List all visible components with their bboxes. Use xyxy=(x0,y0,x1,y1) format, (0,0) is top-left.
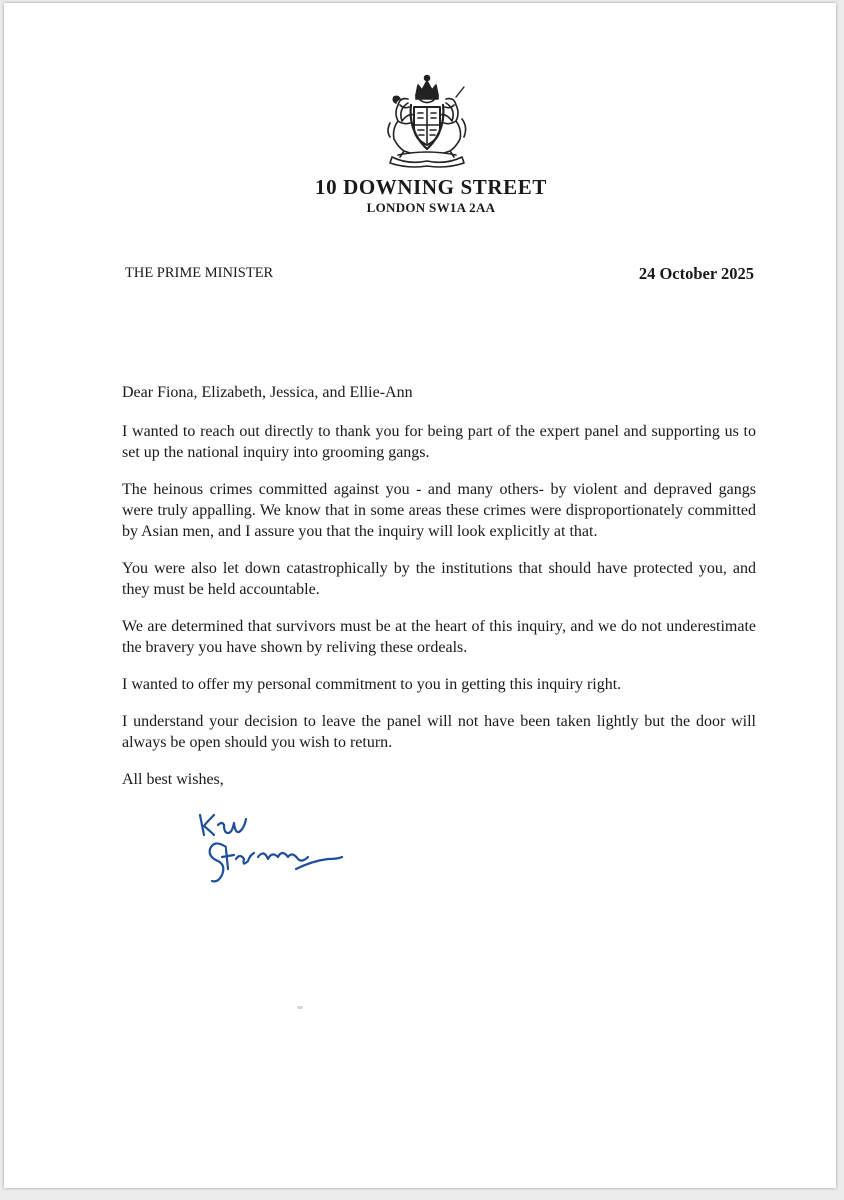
letterhead-address: 10 DOWNING STREET xyxy=(315,175,547,199)
letterhead-postcode: LONDON SW1A 2AA xyxy=(366,200,496,215)
paragraph: I wanted to reach out directly to thank you for being part of the expert panel and supporting us to set up the national inquiry into grooming gangs. xyxy=(122,423,756,461)
signoff: All best wishes, xyxy=(122,771,224,788)
paper-mark xyxy=(297,1006,303,1009)
handwritten-signature xyxy=(192,803,352,893)
paragraph: I understand your decision to leave the panel will not have been taken lightly but the door will always be open should you wish to return. xyxy=(122,713,756,751)
salutation: Dear Fiona, Elizabeth, Jessica, and Ellie-Ann xyxy=(122,384,413,401)
paragraph: You were also let down catastrophically by the institutions that should have protected you, and they must be held accountable. xyxy=(122,560,756,598)
letter-date: 24 October 2025 xyxy=(638,264,754,283)
paragraph: We are determined that survivors must be at the heart of this inquiry, and we do not underestimate the bravery you have shown by reliving these ordeals. xyxy=(122,618,756,656)
letter-body xyxy=(122,382,756,806)
paragraph: I wanted to offer my personal commitment to you in getting this inquiry right. xyxy=(122,676,622,693)
paragraph: The heinous crimes committed against you - and many others- by violent and depraved gangs were truly appalling. We know that in some areas these crimes were disproportionately committed by Asian men, and I assure you that the inquiry will look explicitly at that. xyxy=(122,481,756,540)
letter-page xyxy=(4,3,836,1188)
royal-coat-of-arms-icon xyxy=(378,73,476,169)
sender-title: THE PRIME MINISTER xyxy=(125,265,274,281)
